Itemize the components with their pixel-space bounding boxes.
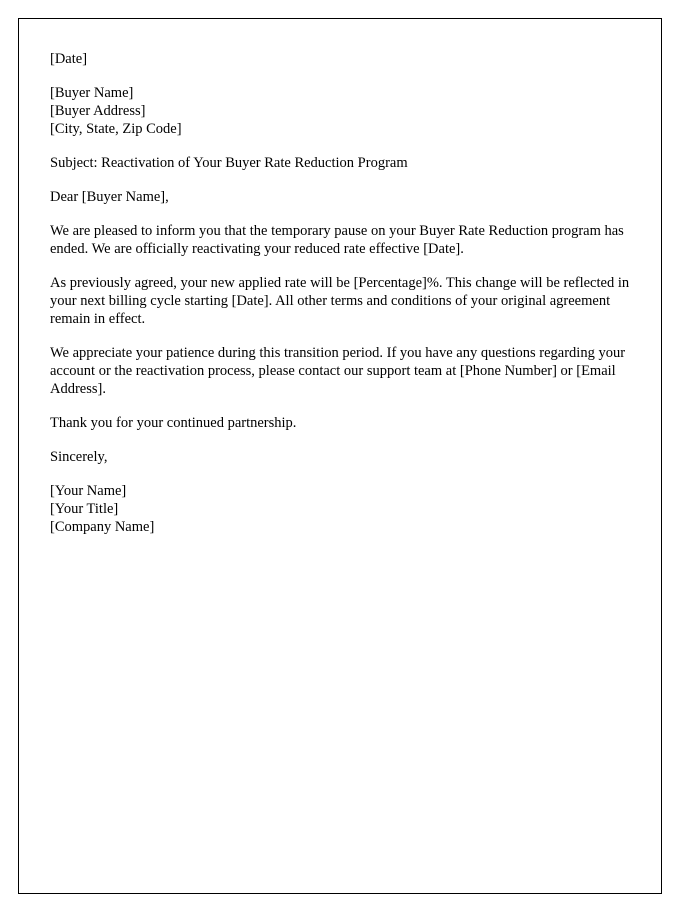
letter-body (50, 50, 631, 536)
date-text: [Date] (50, 51, 88, 67)
recipient-city-state-zip: [City, State, Zip Code] (50, 121, 182, 137)
signature-name: [Your Name] (50, 483, 127, 499)
letter-page (18, 18, 662, 894)
date-line (50, 50, 631, 68)
signature-company: [Company Name] (50, 519, 155, 535)
subject-line: Subject: Reactivation of Your Buyer Rate Reduction Program (50, 155, 408, 171)
closing: Sincerely, (50, 449, 108, 465)
paragraph-4: Thank you for your continued partnership. (50, 415, 297, 431)
signature-title: [Your Title] (50, 501, 119, 517)
signature-block (50, 482, 631, 536)
paragraph-3: We appreciate your patience during this transition period. If you have any questions regarding your account or the reactivation process, please contact our support team at [Phone Number] or [Email Address]. (50, 345, 626, 397)
recipient-address: [Buyer Address] (50, 103, 146, 119)
salutation: Dear [Buyer Name], (50, 189, 169, 205)
paragraph-1: We are pleased to inform you that the temporary pause on your Buyer Rate Reduction program has ended. We are officially reactivating your reduced rate effective [Date]. (50, 223, 624, 257)
recipient-block (50, 84, 631, 138)
recipient-name: [Buyer Name] (50, 85, 134, 101)
paragraph-2: As previously agreed, your new applied rate will be [Percentage]%. This change will be reflected in your next billing cycle starting [Date]. All other terms and conditions of your original agreement remain in effect. (50, 275, 630, 327)
